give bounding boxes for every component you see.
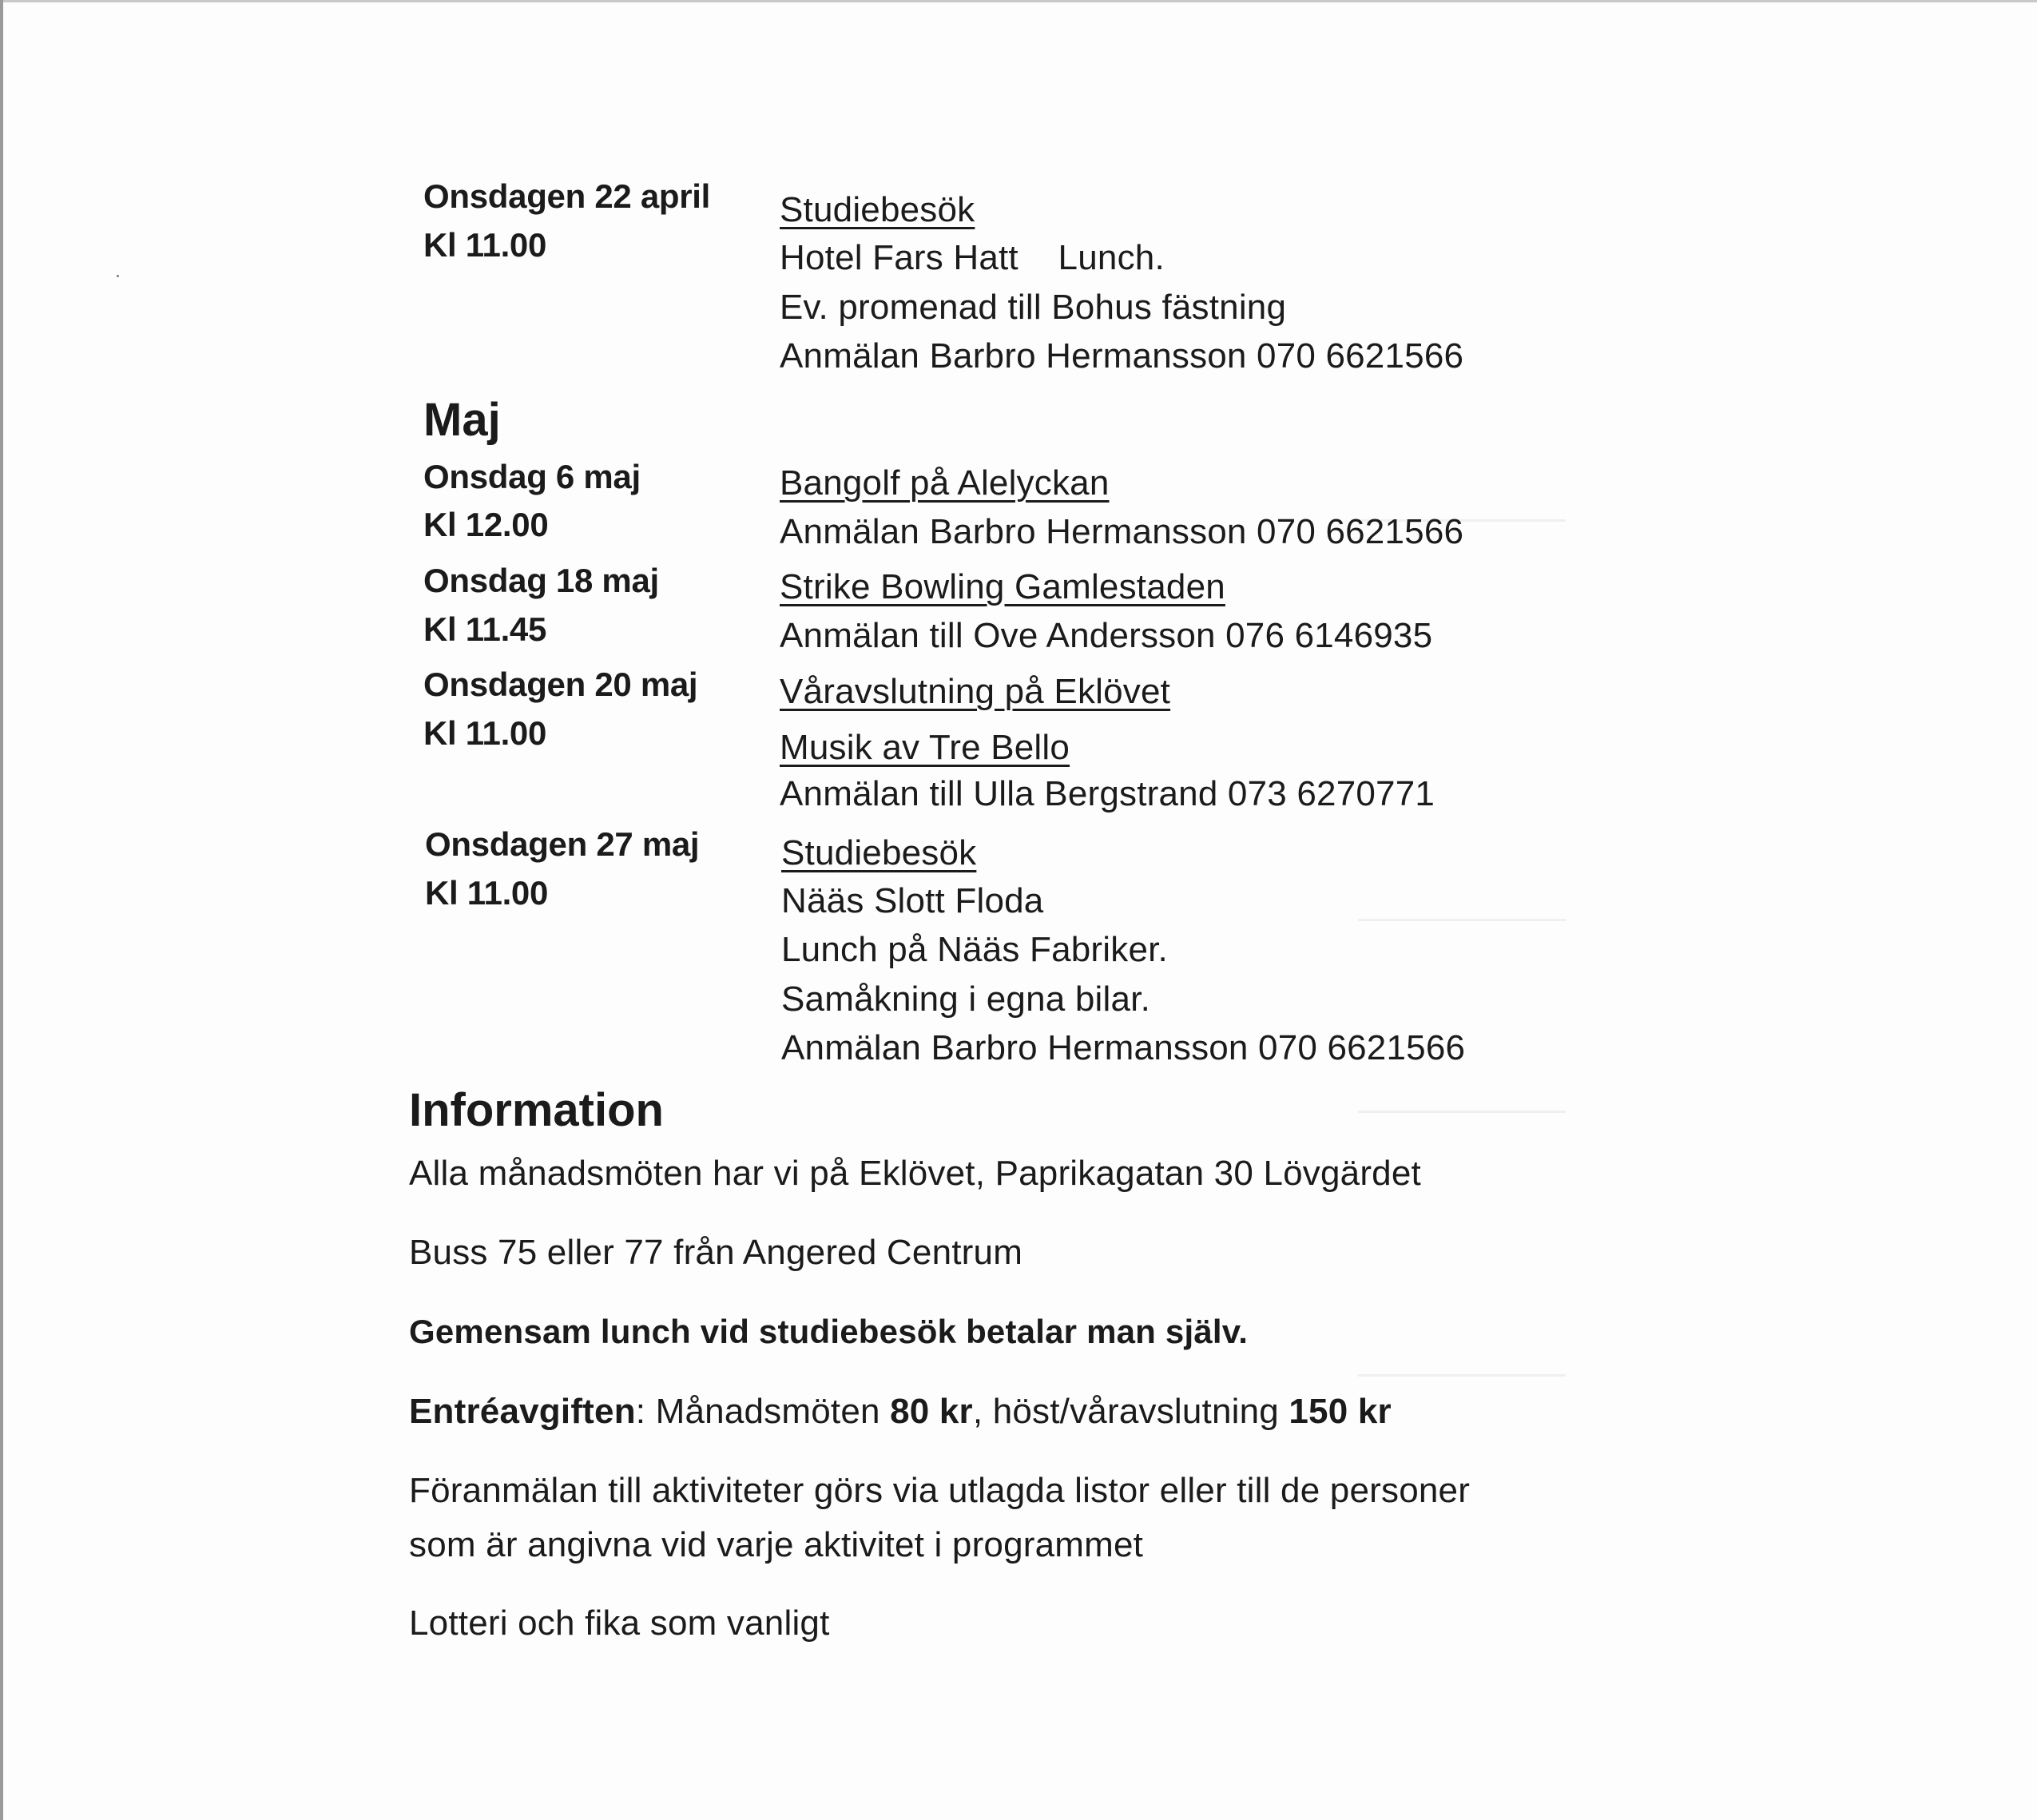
event-title: Studiebesök	[781, 833, 977, 872]
info-preregistration-line1: Föranmälan till aktiviteter görs via utlagda listor eller till de personer	[409, 1471, 1471, 1510]
info-preregistration-line2: som är angivna vid varje aktivitet i programmet	[409, 1525, 1144, 1564]
fee-label: Entréavgiften	[409, 1392, 636, 1431]
fee-colon-text: : Månadsmöten	[635, 1392, 891, 1431]
event-line: Lunch på Nääs Fabriker.	[781, 930, 1168, 969]
info-bus: Buss 75 eller 77 från Angered Centrum	[409, 1233, 1023, 1272]
event-time: Kl 11.45	[423, 610, 547, 648]
event-registration: Anmälan Barbro Hermansson 070 6621566	[781, 1028, 1466, 1067]
info-lottery: Lotteri och fika som vanligt	[409, 1603, 830, 1643]
info-lunch-note: Gemensam lunch vid studiebesök betalar man själv.	[409, 1313, 1249, 1350]
event-registration: Anmälan till Ulla Bergstrand 073 6270771	[780, 774, 1435, 813]
event-subtitle: Musik av Tre Bello	[780, 728, 1070, 767]
event-time: Kl 12.00	[423, 506, 549, 543]
event-registration: Anmälan Barbro Hermansson 070 6621566	[780, 512, 1464, 551]
event-date: Onsdagen 20 maj	[423, 666, 698, 703]
event-title: Bangolf på Alelyckan	[780, 463, 1110, 503]
event-date: Onsdag 6 maj	[423, 458, 641, 495]
page-edge-left	[0, 0, 3, 1820]
fee-closing: 150 kr	[1289, 1392, 1392, 1431]
event-time: Kl 11.00	[425, 874, 549, 912]
event-line: Ev. promenad till Bohus fästning	[780, 288, 1287, 327]
event-registration: Anmälan till Ove Andersson 076 6146935	[780, 616, 1433, 655]
fee-monthly: 80 kr	[890, 1392, 973, 1431]
event-line: Nääs Slott Floda	[781, 881, 1044, 920]
scan-speck	[117, 275, 119, 277]
info-meetings-location: Alla månadsmöten har vi på Eklövet, Paprikagatan 30 Lövgärdet	[409, 1154, 1421, 1193]
event-date: Onsdag 18 maj	[423, 562, 659, 599]
information-heading: Information	[409, 1084, 664, 1136]
event-registration: Anmälan Barbro Hermansson 070 6621566	[780, 336, 1464, 376]
page-edge-top	[0, 0, 2037, 2]
event-time: Kl 11.00	[423, 714, 547, 752]
event-line: Hotel Fars Hatt Lunch.	[780, 238, 1165, 277]
month-heading-may: Maj	[423, 394, 501, 446]
fee-mid-text: , höst/våravslutning	[972, 1392, 1289, 1431]
event-line: Samåkning i egna bilar.	[781, 980, 1151, 1019]
event-time: Kl 11.00	[423, 226, 547, 264]
event-date: Onsdagen 22 april	[423, 177, 711, 215]
event-title: Våravslutning på Eklövet	[780, 672, 1171, 711]
info-fees	[409, 1392, 1392, 1432]
event-title: Studiebesök	[780, 190, 975, 229]
event-date: Onsdagen 27 maj	[425, 825, 700, 863]
event-title: Strike Bowling Gamlestaden	[780, 567, 1225, 606]
